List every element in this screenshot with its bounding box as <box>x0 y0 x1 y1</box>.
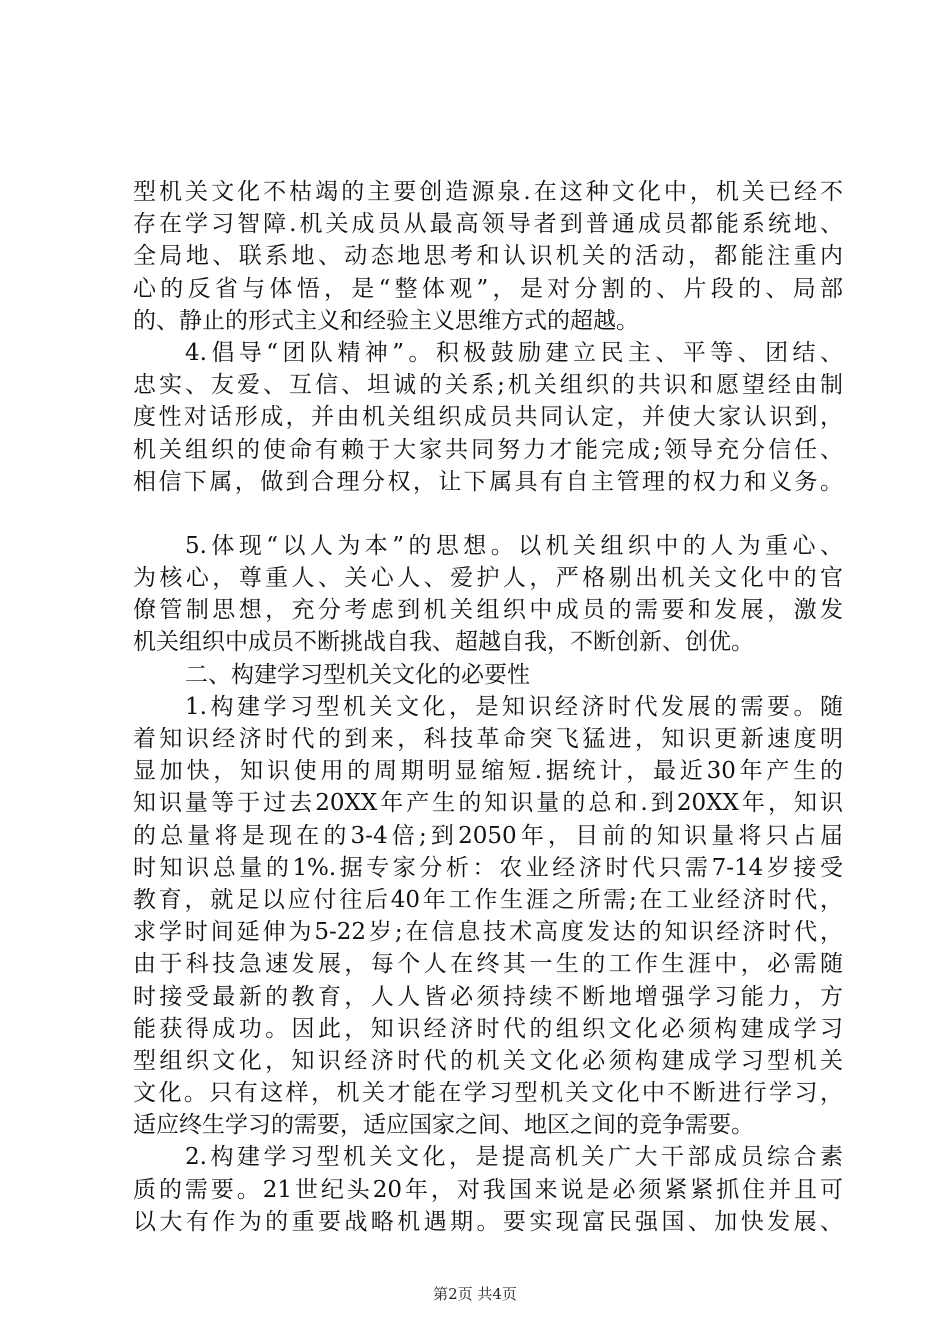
text-line: 由于科技急速发展，每个人在终其一生的工作生涯中，必需随 <box>133 951 843 978</box>
text-line: 质的需要。21世纪头20年，对我国来说是必须紧紧抓住并且可 <box>133 1176 843 1203</box>
text-line: 知识量等于过去20XX年产生的知识量的总和.到20XX年，知识 <box>133 790 843 817</box>
text-line: 忠实、友爱、互信、坦诚的关系;机关组织的共识和愿望经由制 <box>133 372 843 399</box>
text-line: 度性对话形成，并由机关组织成员共同认定，并使大家认识到， <box>133 404 843 431</box>
text-line: 僚管制思想，充分考虑到机关组织中成员的需要和发展，激发 <box>133 597 843 624</box>
text-line: 的、静止的形式主义和经验主义思维方式的超越。 <box>133 307 639 334</box>
paragraph-gap <box>133 498 843 530</box>
text-line: 时接受最新的教育，人人皆必须持续不断地增强学习能力，方 <box>133 983 843 1010</box>
page-number-footer: 第2页 共4页 <box>433 1285 517 1303</box>
text-line: 全局地、联系地、动态地思考和认识机关的活动，都能注重内 <box>133 243 843 270</box>
text-line: 能获得成功。因此，知识经济时代的组织文化必须构建成学习 <box>133 1015 843 1042</box>
text-line: 着知识经济时代的到来，科技革命突飞猛进，知识更新速度明 <box>133 726 843 752</box>
text-line: 相信下属，做到合理分权，让下属具有自主管理的权力和义务。 <box>133 468 843 495</box>
text-line: 心的反省与体悟，是“整体观”，是对分割的、片段的、局部 <box>133 275 843 302</box>
text-line: 时知识总量的1%.据专家分析：农业经济时代只需7-14岁接受 <box>133 854 843 881</box>
section-heading: 二、构建学习型机关文化的必要性 <box>185 661 530 688</box>
text-line: 4.倡导“团队精神”。积极鼓励建立民主、平等、团结、 <box>185 339 843 366</box>
text-line: 教育，就足以应付往后40年工作生涯之所需;在工业经济时代， <box>133 886 843 913</box>
text-line: 1.构建学习型机关文化，是知识经济时代发展的需要。随 <box>185 693 843 720</box>
text-line: 文化。只有这样，机关才能在学习型机关文化中不断进行学习， <box>133 1080 843 1107</box>
text-line: 5.体现“以人为本”的思想。以机关组织中的人为重心、 <box>185 532 843 559</box>
text-line: 适应终生学习的需要，适应国家之间、地区之间的竞争需要。 <box>133 1112 754 1139</box>
text-line: 为核心，尊重人、关心人、爱护人，严格剔出机关文化中的官 <box>133 565 843 592</box>
text-line: 存在学习智障.机关成员从最高领导者到普通成员都能系统地、 <box>133 211 843 238</box>
text-line: 型组织文化，知识经济时代的机关文化必须构建成学习型机关 <box>133 1047 843 1074</box>
text-line: 机关组织的使命有赖于大家共同努力才能完成;领导充分信任、 <box>133 436 843 463</box>
text-line: 机关组织中成员不断挑战自我、超越自我，不断创新、创优。 <box>133 629 754 656</box>
text-line: 显加快，知识使用的周期明显缩短.据统计，最近30年产生的 <box>133 758 843 785</box>
text-line: 求学时间延伸为5-22岁;在信息技术高度发达的知识经济时代， <box>133 919 843 946</box>
document-body <box>133 176 843 1238</box>
text-line: 型机关文化不枯竭的主要创造源泉.在这种文化中，机关已经不 <box>133 179 843 205</box>
text-line: 的总量将是现在的3-4倍;到2050年，目前的知识量将只占届 <box>133 822 843 849</box>
text-line: 以大有作为的重要战略机遇期。要实现富民强国、加快发展、 <box>133 1208 843 1235</box>
text-line: 2.构建学习型机关文化，是提高机关广大干部成员综合素 <box>185 1144 843 1171</box>
